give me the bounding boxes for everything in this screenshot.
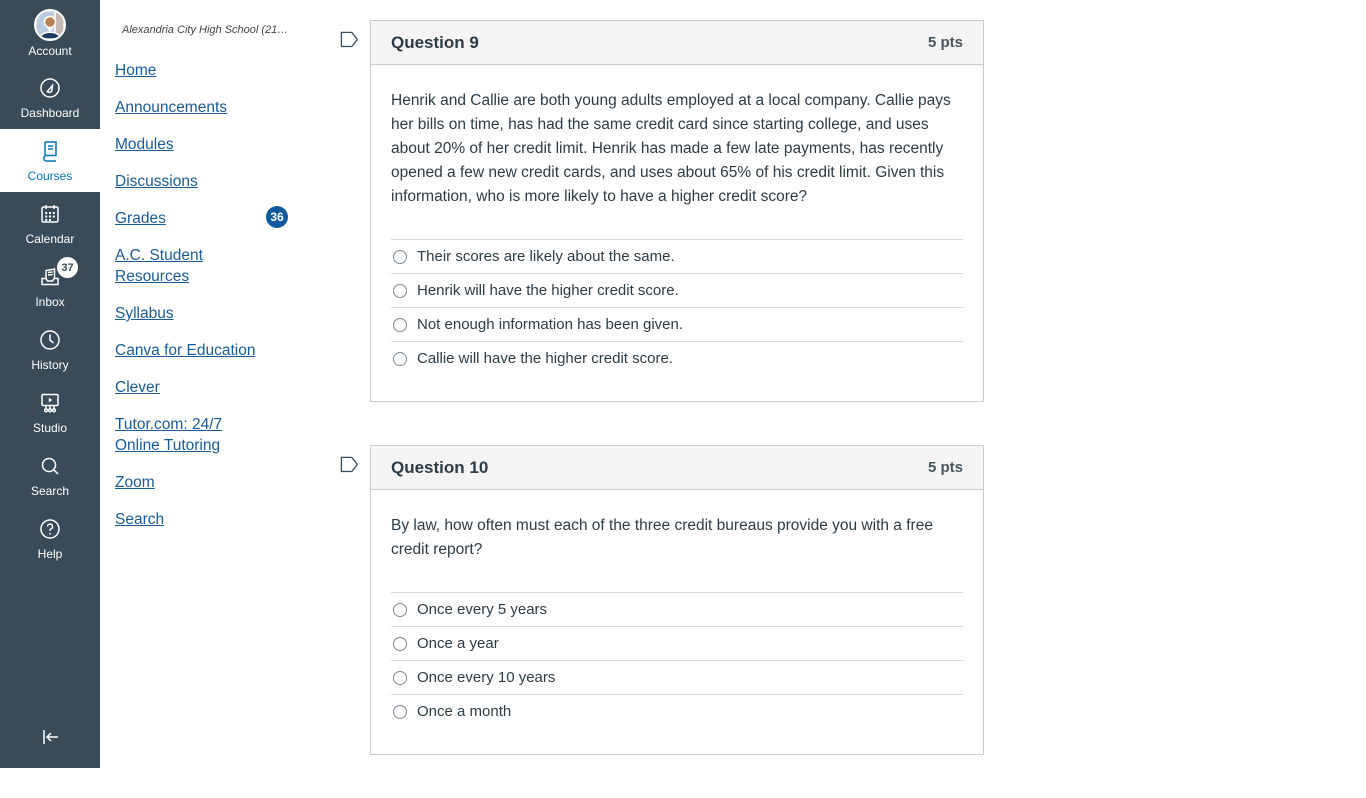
question-card (370, 445, 984, 755)
sidebar-item-courses[interactable] (0, 129, 100, 192)
collapse-nav-button[interactable] (0, 710, 100, 768)
course-nav-item-syllabus (115, 303, 270, 324)
question-card (370, 20, 984, 402)
course-nav-item-home (115, 60, 270, 81)
question-header (371, 21, 983, 65)
answer-label: Once every 10 years (417, 669, 555, 686)
answer-option[interactable] (391, 626, 963, 660)
course-navigation (100, 0, 315, 546)
search-link[interactable]: Search (115, 511, 164, 528)
answer-label: Henrik will have the higher credit score. (417, 282, 679, 299)
global-navigation (0, 0, 100, 768)
sidebar-item-label: Help (38, 548, 63, 561)
question-title: Question 9 (391, 33, 479, 53)
announcements-link[interactable]: Announcements (115, 99, 227, 116)
question-10 (370, 445, 984, 755)
sidebar-item-label: Courses (28, 170, 73, 183)
avatar (34, 9, 66, 41)
question-9 (370, 20, 984, 402)
sidebar-item-history[interactable] (0, 318, 100, 381)
syllabus-link[interactable]: Syllabus (115, 305, 174, 322)
clever-link[interactable]: Clever (115, 379, 160, 396)
dashboard-icon (38, 76, 62, 103)
answer-option[interactable] (391, 273, 963, 307)
course-nav-item-canva (115, 340, 270, 361)
radio-button[interactable] (393, 637, 407, 651)
studio-icon (38, 391, 62, 418)
question-header (371, 446, 983, 490)
sidebar-item-label: Studio (33, 422, 67, 435)
quiz-questions-area (370, 0, 984, 798)
question-body (371, 65, 983, 401)
question-text: By law, how often must each of the three credit bureaus provide you with a free credit report? (391, 514, 963, 562)
question-text: Henrik and Callie are both young adults employed at a local company. Callie pays her bills on time, has had the same credit card since starting college, and uses about 20% of her credit limit. Henrik has made a few late payments, has recently opened a few new credit cards, and uses about 65% of his credit limit. Given this information, who is more likely to have a higher credit score? (391, 89, 963, 209)
answer-option[interactable] (391, 660, 963, 694)
sidebar-item-search[interactable] (0, 444, 100, 507)
tutor-link[interactable]: Tutor.com: 24/7 Online Tutoring (115, 416, 222, 454)
radio-button[interactable] (393, 671, 407, 685)
course-nav-item-grades (115, 208, 270, 229)
grades-link[interactable]: Grades (115, 210, 166, 227)
collapse-arrow-icon (37, 724, 63, 755)
course-nav-item-search (115, 509, 270, 530)
radio-button[interactable] (393, 284, 407, 298)
inbox-unread-badge: 37 (57, 257, 78, 278)
calendar-icon (38, 202, 62, 229)
course-nav-item-modules (115, 134, 270, 155)
help-icon (38, 517, 62, 544)
sidebar-item-label: Account (28, 45, 71, 58)
course-nav-item-announcements (115, 97, 270, 118)
radio-button[interactable] (393, 603, 407, 617)
answer-option[interactable] (391, 592, 963, 626)
answer-options (391, 592, 963, 728)
answer-label: Once a month (417, 703, 511, 720)
sidebar-item-inbox[interactable] (0, 255, 100, 318)
discussions-link[interactable]: Discussions (115, 173, 198, 190)
sidebar-item-label: Search (31, 485, 69, 498)
modules-link[interactable]: Modules (115, 136, 174, 153)
search-icon (38, 454, 62, 481)
flag-question-button[interactable] (339, 456, 361, 476)
question-points: 5 pts (928, 34, 963, 51)
radio-button[interactable] (393, 705, 407, 719)
answer-label: Callie will have the higher credit score. (417, 350, 673, 367)
answer-option[interactable] (391, 307, 963, 341)
radio-button[interactable] (393, 318, 407, 332)
sidebar-item-calendar[interactable] (0, 192, 100, 255)
course-nav-list (115, 60, 275, 530)
answer-label: Once a year (417, 635, 499, 652)
question-body (371, 490, 983, 754)
course-nav-item-discussions (115, 171, 270, 192)
course-nav-item-ac-student-resources (115, 245, 270, 287)
zoom-link[interactable]: Zoom (115, 474, 155, 491)
sidebar-item-account[interactable] (0, 0, 100, 66)
home-link[interactable]: Home (115, 62, 156, 79)
course-nav-item-zoom (115, 472, 270, 493)
answer-option[interactable] (391, 239, 963, 273)
ac-student-resources-link[interactable]: A.C. Student Resources (115, 247, 203, 285)
sidebar-item-label: Dashboard (21, 107, 80, 120)
sidebar-item-label: Calendar (26, 233, 75, 246)
question-points: 5 pts (928, 459, 963, 476)
history-icon (38, 328, 62, 355)
courses-icon (38, 139, 62, 166)
sidebar-item-studio[interactable] (0, 381, 100, 444)
course-nav-item-tutor (115, 414, 270, 456)
answer-label: Their scores are likely about the same. (417, 248, 675, 265)
grades-badge: 36 (266, 206, 288, 228)
course-nav-item-clever (115, 377, 270, 398)
canva-link[interactable]: Canva for Education (115, 342, 255, 359)
course-title: Alexandria City High School (21… (115, 24, 315, 36)
sidebar-item-dashboard[interactable] (0, 66, 100, 129)
answer-options (391, 239, 963, 375)
sidebar-item-help[interactable] (0, 507, 100, 570)
sidebar-item-label: Inbox (35, 296, 64, 309)
answer-option[interactable] (391, 341, 963, 375)
flag-question-button[interactable] (339, 31, 361, 51)
radio-button[interactable] (393, 250, 407, 264)
answer-option[interactable] (391, 694, 963, 728)
question-title: Question 10 (391, 458, 488, 478)
answer-label: Once every 5 years (417, 601, 547, 618)
sidebar-item-label: History (31, 359, 68, 372)
radio-button[interactable] (393, 352, 407, 366)
answer-label: Not enough information has been given. (417, 316, 683, 333)
